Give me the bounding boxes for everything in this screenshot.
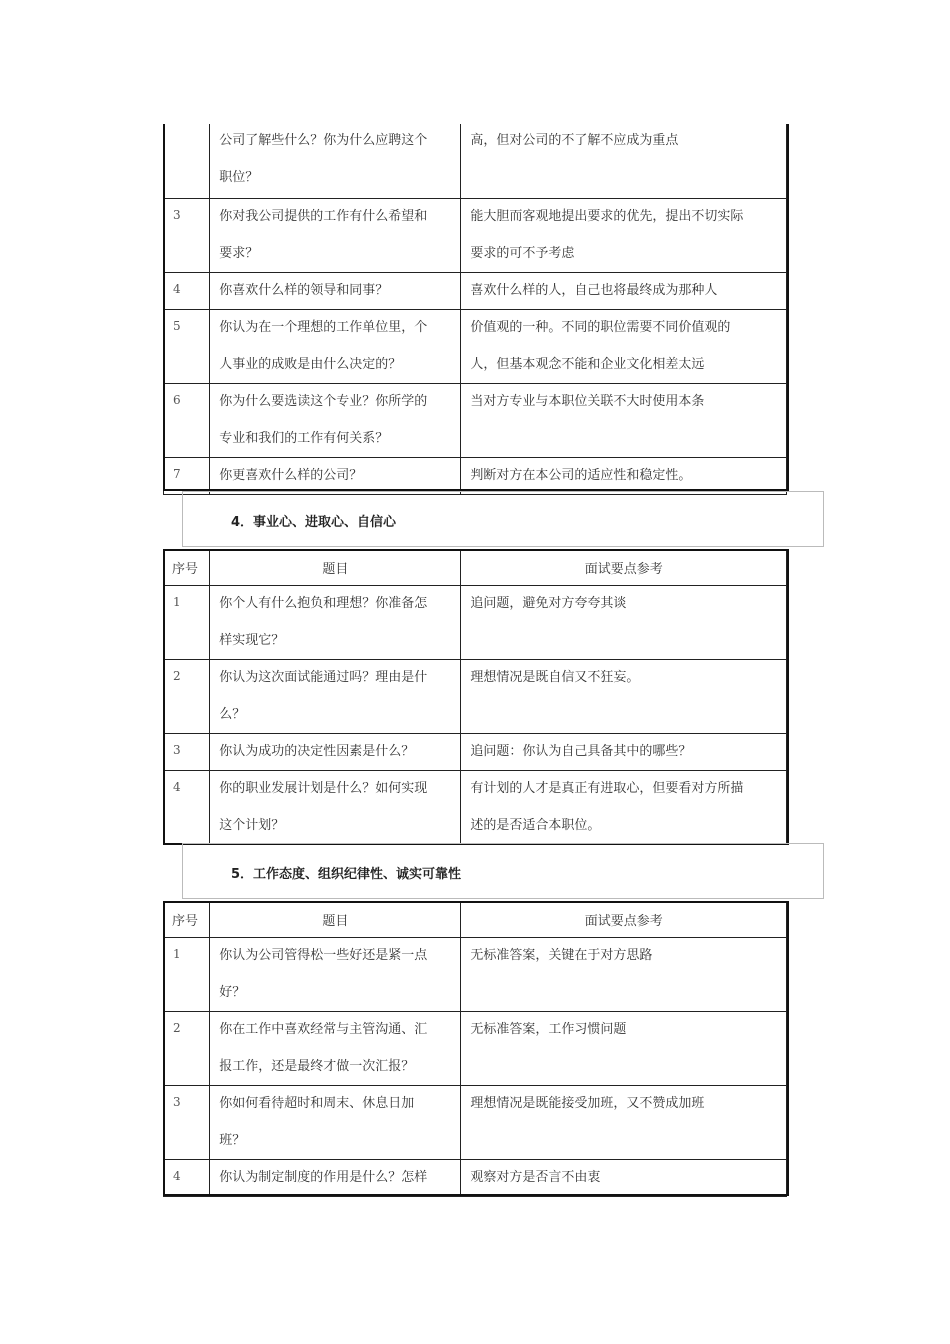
table-row [164, 938, 787, 1012]
table-continued [163, 124, 787, 495]
row-number: 1 [173, 595, 181, 609]
question-text: 职位？ [219, 170, 259, 185]
question-text: 你认为这次面试能通过吗？理由是什 [219, 670, 428, 685]
row-number: 3 [173, 743, 181, 757]
answer-text: 价值观的一种。不同的职位需要不同价值观的 [470, 319, 731, 335]
question-text: 要求？ [219, 245, 259, 261]
question-text: 专业和我们的工作有何关系？ [219, 430, 389, 446]
question-text: 好？ [219, 985, 246, 1000]
question-text: 你在工作中喜欢经常与主管沟通、汇 [219, 1022, 428, 1037]
question-text: 这个计划？ [219, 818, 285, 833]
row-number: 1 [173, 947, 181, 961]
table-row [164, 734, 787, 771]
question-text: 你个人有什么抱负和理想？你准备怎 [219, 596, 428, 611]
answer-text: 当对方专业与本职位关联不大时使用本条 [470, 393, 705, 409]
question-text: 你更喜欢什么样的公司？ [219, 467, 363, 483]
answer-text: 无标准答案，关键在于对方思路 [470, 948, 653, 963]
question-text: 你喜欢什么样的领导和同事？ [219, 282, 389, 298]
table-row [164, 1086, 787, 1160]
question-table [163, 901, 787, 1197]
row-number: 4 [173, 1169, 181, 1183]
question-text: 报工作，还是最终才做一次汇报？ [219, 1059, 415, 1074]
table-row [164, 198, 787, 272]
answer-text: 追问题：你认为自己具备其中的哪些？ [470, 744, 692, 759]
question-text: 你对我公司提供的工作有什么希望和 [219, 208, 428, 224]
row-number: 5 [173, 318, 181, 333]
row-number [164, 124, 209, 133]
answer-text: 喜欢什么样的人，自己也将最终成为那种人 [470, 282, 718, 298]
question-text: 你认为成功的决定性因素是什么？ [219, 744, 415, 759]
table-row [164, 457, 787, 494]
header-question: 题目 [210, 902, 461, 938]
table-header-row [164, 550, 787, 586]
row-number: 7 [173, 466, 181, 481]
answer-text: 高，但对公司的不了解不应成为重点 [470, 133, 679, 148]
header-num: 序号 [164, 550, 210, 586]
row-number: 3 [173, 1095, 181, 1109]
answer-text: 能大胆而客观地提出要求的优先，提出不切实际 [470, 208, 744, 224]
question-text: 班？ [219, 1133, 246, 1148]
answer-text: 无标准答案，工作习惯问题 [470, 1022, 627, 1037]
answer-text: 有计划的人才是真正有进取心，但要看对方所描 [470, 781, 744, 796]
table-row [164, 586, 787, 660]
answer-text: 追问题，避免对方夸夸其谈 [470, 596, 627, 611]
question-text: 你的职业发展计划是什么？如何实现 [219, 781, 428, 796]
table-row [164, 272, 787, 309]
section-title: 4．事业心、进取心、自信心 [231, 515, 397, 530]
question-text: 人事业的成败是由什么决定的？ [219, 356, 402, 372]
question-text: 公司了解些什么？你为什么应聘这个 [219, 133, 428, 148]
answer-text: 判断对方在本公司的适应性和稳定性。 [470, 467, 692, 483]
header-answer: 面试要点参考 [461, 550, 787, 586]
table-row [164, 383, 787, 457]
answer-text: 观察对方是否言不由衷 [470, 1170, 601, 1185]
row-number: 2 [173, 669, 181, 683]
answer-text: 要求的可不予考虑 [470, 245, 575, 261]
header-num: 序号 [164, 902, 210, 938]
table-row [164, 660, 787, 734]
question-table [163, 549, 787, 845]
table-row [164, 1012, 787, 1086]
question-text: 你认为制定制度的作用是什么？怎样 [219, 1170, 428, 1185]
question-text: 你认为公司管得松一些好还是紧一点 [219, 948, 428, 963]
header-answer: 面试要点参考 [461, 902, 787, 938]
section-heading [182, 491, 824, 547]
answer-text: 述的是否适合本职位。 [470, 818, 601, 833]
section-heading [182, 843, 824, 899]
question-text: 你认为在一个理想的工作单位里，个 [219, 319, 428, 335]
answer-text: 人，但基本观念不能和企业文化相差太远 [470, 356, 705, 372]
row-number: 6 [173, 392, 181, 407]
answer-text: 理想情况是既自信又不狂妄。 [470, 670, 640, 685]
question-text: 你如何看待超时和周末、休息日加 [219, 1096, 415, 1111]
table-header-row [164, 902, 787, 938]
question-text: 么？ [219, 707, 246, 722]
header-question: 题目 [210, 550, 461, 586]
section-title: 5．工作态度、组织纪律性、诚实可靠性 [231, 867, 462, 882]
answer-text: 理想情况是既能接受加班，又不赞成加班 [470, 1096, 705, 1111]
table-row [164, 1160, 787, 1197]
question-text: 你为什么要选读这个专业？你所学的 [219, 393, 428, 409]
table-row [164, 124, 787, 198]
question-text: 样实现它？ [219, 633, 285, 648]
row-number: 4 [173, 281, 181, 296]
table-row [164, 309, 787, 383]
row-number: 2 [173, 1021, 181, 1035]
row-number: 4 [173, 780, 181, 794]
table-row [164, 771, 787, 845]
row-number: 3 [173, 207, 181, 222]
